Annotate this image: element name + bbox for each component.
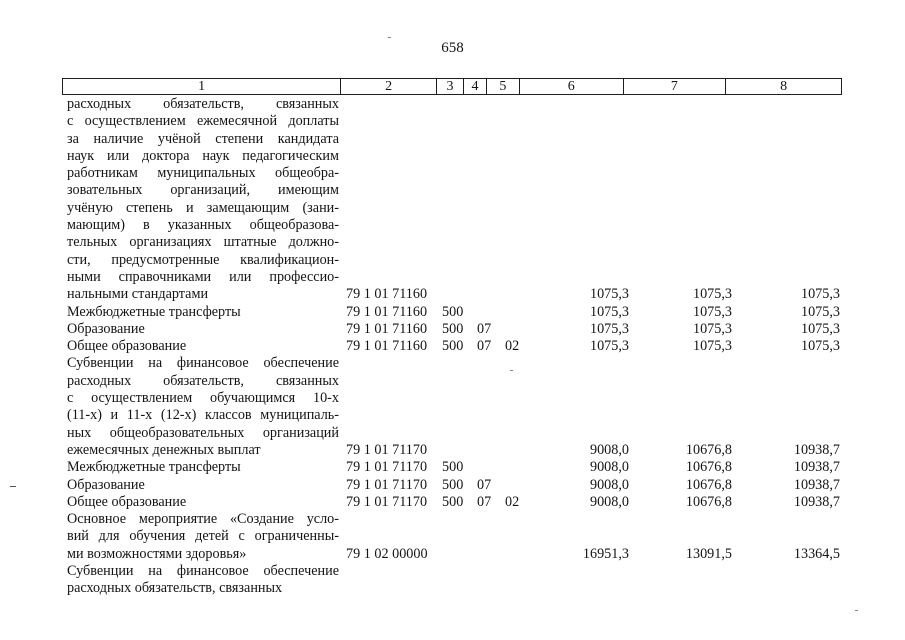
row-name-line: учёную степень и замещающим (зани-: [67, 199, 339, 216]
header-col-6: 6: [520, 79, 624, 94]
row-name: [62, 494, 339, 511]
row-name-line: тельных организациях штатные должно-: [67, 234, 339, 251]
table-header: [62, 78, 842, 95]
row-name-line: зовательных организаций, имеющим: [67, 182, 339, 199]
header-col-2: 2: [341, 79, 437, 94]
row-pr: 02: [505, 493, 520, 510]
row-name: [62, 304, 339, 321]
row-value-6: 1075,3: [589, 338, 629, 355]
row-name-line: Образование: [67, 320, 145, 337]
row-value-7: 10676,8: [685, 441, 732, 458]
row-value-7: 10676,8: [685, 476, 732, 493]
row-rz: 07: [477, 476, 492, 493]
row-name-line: наук или доктора наук педагогическим: [67, 147, 339, 164]
row-code: 79 1 01 71160: [346, 303, 428, 320]
row-name-line: ных общеобразовательных организаций: [67, 424, 339, 441]
row-name-line: нальными стандартами: [67, 286, 209, 303]
row-vr: 500: [442, 476, 464, 493]
row-value-8: 1075,3: [800, 338, 840, 355]
page-number: 658: [441, 40, 464, 56]
header-col-8: 8: [780, 79, 788, 94]
row-value-7: 13091,5: [685, 545, 732, 562]
row-name: [62, 563, 339, 598]
row-value-8: 1075,3: [800, 320, 840, 337]
row-rz: 07: [477, 493, 492, 510]
table-row: [62, 511, 842, 563]
row-vr: 500: [442, 459, 464, 476]
row-value-7: 1075,3: [692, 303, 732, 320]
header-col-3: 3: [437, 79, 464, 94]
row-name: [62, 355, 339, 459]
row-name: [62, 96, 339, 304]
row-name: [62, 511, 339, 563]
row-vr: 500: [442, 493, 464, 510]
row-name-line: Межбюджетные трансферты: [67, 459, 241, 476]
row-name-line: Общее образование: [67, 338, 187, 355]
row-value-6: 1075,3: [589, 303, 629, 320]
table-row: [62, 321, 842, 338]
scan-speck: [388, 37, 391, 38]
row-name-line: Общее образование: [67, 493, 187, 510]
header-col-1: 1: [63, 79, 341, 94]
row-name: [62, 338, 339, 355]
table-row: [62, 96, 842, 304]
row-name-line: ежемесячных денежных выплат: [67, 441, 261, 458]
table-row: [62, 304, 842, 321]
row-name-line: расходных обязательств, связанных: [67, 580, 283, 597]
row-name-line: вий для обучения детей с ограниченны-: [67, 528, 339, 545]
scan-speck: [10, 486, 16, 487]
row-value-6: 1075,3: [589, 286, 629, 303]
row-value-8: 1075,3: [800, 286, 840, 303]
row-vr: 500: [442, 303, 464, 320]
row-name-line: ми возможностями здоровья»: [67, 545, 247, 562]
row-rz: 07: [477, 338, 492, 355]
row-value-8: 10938,7: [793, 476, 840, 493]
row-vr: 500: [442, 320, 464, 337]
row-value-6: 16951,3: [582, 545, 629, 562]
row-name-line: Межбюджетные трансферты: [67, 303, 241, 320]
row-name-line: Субвенции на финансовое обеспечение: [67, 563, 339, 580]
table-row: [62, 355, 842, 459]
row-name: [62, 477, 339, 494]
row-name-line: ными справочниками или профессио-: [67, 268, 339, 285]
row-value-6: 9008,0: [589, 459, 629, 476]
row-value-8: 13364,5: [793, 545, 840, 562]
row-value-8: 10938,7: [793, 493, 840, 510]
header-col-4: 4: [464, 79, 487, 94]
row-name-line: с осуществлением обучающимся 10-х: [67, 390, 339, 407]
row-code: 79 1 01 71170: [346, 493, 428, 510]
row-name-line: Основное мероприятие «Создание усло-: [67, 511, 339, 528]
row-value-7: 10676,8: [685, 459, 732, 476]
row-code: 79 1 01 71170: [346, 459, 428, 476]
row-rz: 07: [477, 320, 492, 337]
table-row: [62, 459, 842, 476]
row-value-7: 1075,3: [692, 286, 732, 303]
row-name-line: Субвенции на финансовое обеспечение: [67, 355, 339, 372]
row-name-line: сти, предусмотренные квалификацион-: [67, 251, 339, 268]
row-code: 79 1 01 71160: [346, 320, 428, 337]
row-value-6: 1075,3: [589, 320, 629, 337]
row-value-6: 9008,0: [589, 493, 629, 510]
row-pr: 02: [505, 338, 520, 355]
header-col-5: 5: [487, 79, 520, 94]
row-name-line: работникам муниципальных общеобра-: [67, 165, 339, 182]
header-col-7: 7: [624, 79, 727, 94]
table-row: [62, 477, 842, 494]
row-name: [62, 321, 339, 338]
row-code: 79 1 01 71170: [346, 476, 428, 493]
scan-speck: [510, 370, 513, 371]
row-code: 79 1 02 00000: [346, 545, 428, 562]
table-row: [62, 338, 842, 355]
row-name-line: за наличие учёной степени кандидата: [67, 130, 339, 147]
row-code: 79 1 01 71170: [346, 441, 428, 458]
scan-speck: [855, 610, 858, 611]
row-name-line: с осуществлением ежемесячной доплаты: [67, 113, 339, 130]
row-value-8: 10938,7: [793, 441, 840, 458]
row-code: 79 1 01 71160: [346, 338, 428, 355]
table-row: [62, 494, 842, 511]
row-name-line: расходных обязательств, связанных: [67, 96, 339, 112]
table-body: [62, 96, 842, 598]
row-value-7: 10676,8: [685, 493, 732, 510]
row-value-7: 1075,3: [692, 338, 732, 355]
row-value-6: 9008,0: [589, 476, 629, 493]
table-row: [62, 563, 842, 598]
row-name: [62, 459, 339, 476]
row-name-line: расходных обязательств, связанных: [67, 372, 339, 389]
row-name-line: (11-х) и 11-х (12-х) классов муниципаль-: [67, 407, 339, 424]
row-vr: 500: [442, 338, 464, 355]
row-value-8: 1075,3: [800, 303, 840, 320]
row-value-6: 9008,0: [589, 441, 629, 458]
row-name-line: Образование: [67, 476, 145, 493]
row-name-line: мающим) в указанных общеобразова-: [67, 217, 339, 234]
row-value-8: 10938,7: [793, 459, 840, 476]
row-code: 79 1 01 71160: [346, 286, 428, 303]
row-value-7: 1075,3: [692, 320, 732, 337]
